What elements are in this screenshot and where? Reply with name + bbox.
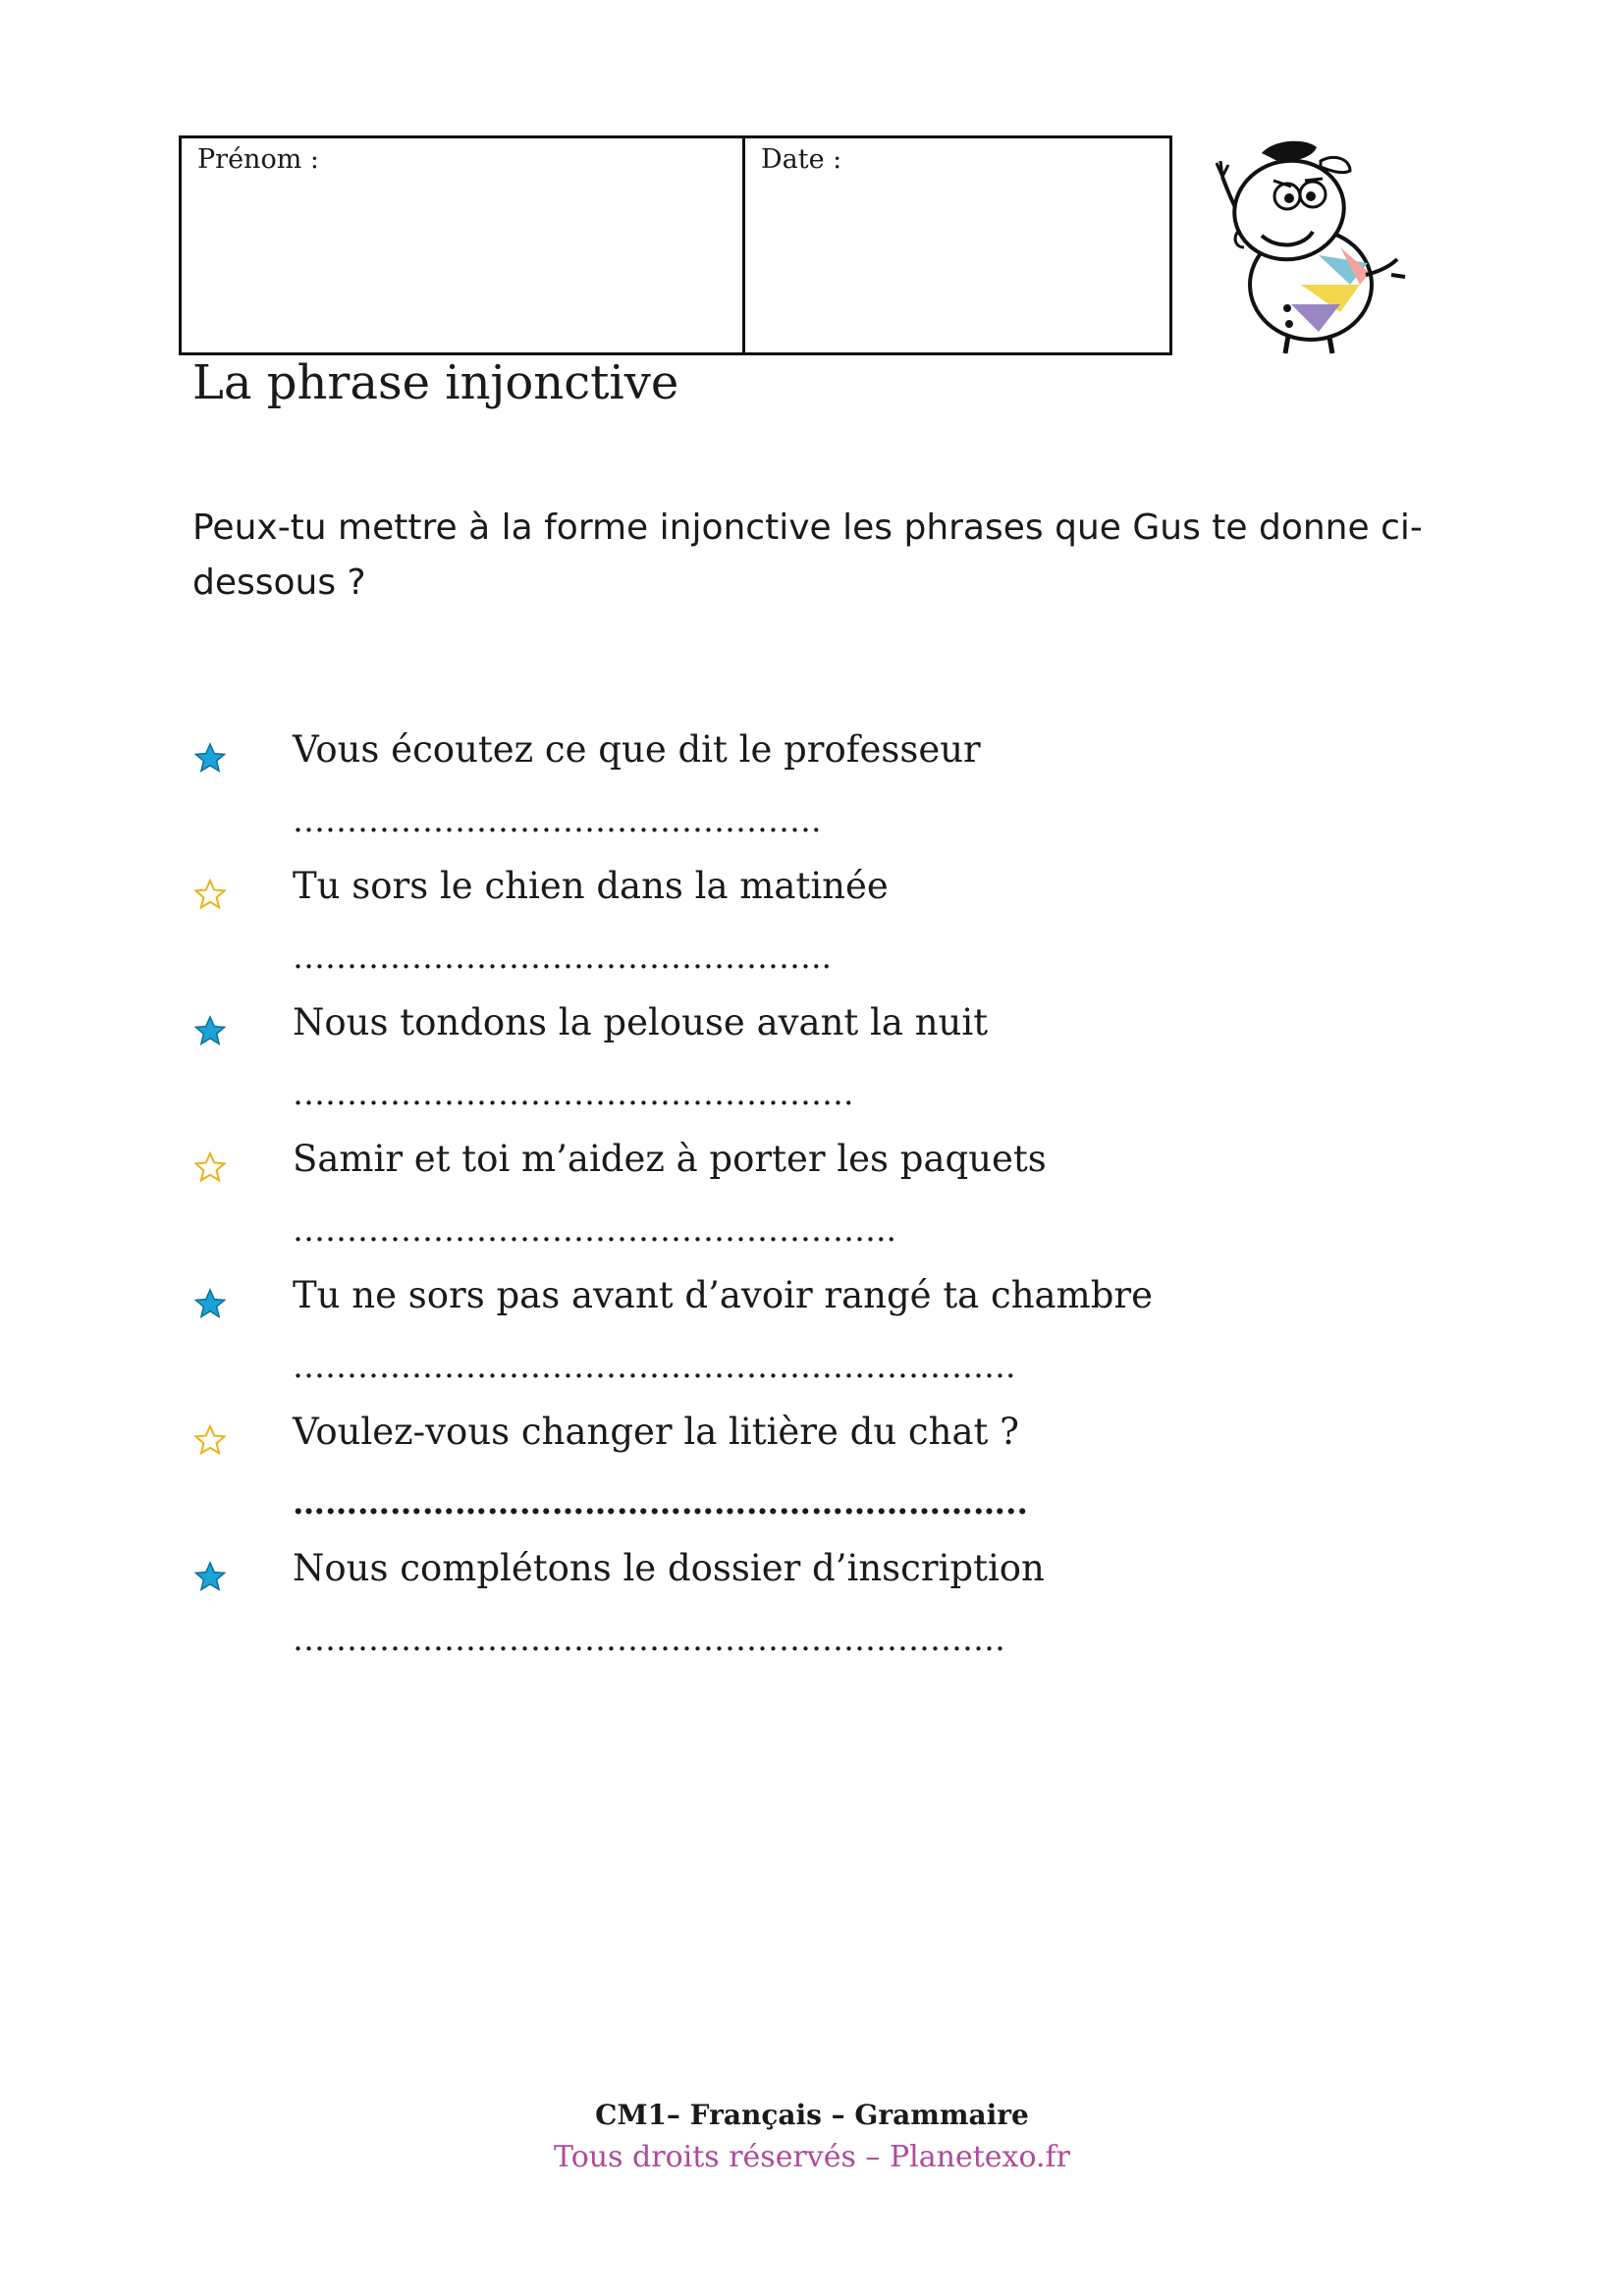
exercise-item — [187, 1001, 1463, 1146]
exercise-list — [187, 728, 1463, 1691]
yellow-star-icon — [194, 1424, 226, 1456]
answer-line[interactable]: ………………………………………….. — [293, 937, 832, 976]
sentence-text: Nous tondons la pelouse avant la nuit — [293, 1001, 989, 1043]
date-label: Date : — [761, 144, 842, 175]
answer-line[interactable]: ………………………………………………………….. — [293, 1483, 1028, 1522]
footer-copyright: Tous droits réservés – Planetexo.fr — [554, 2140, 1070, 2174]
name-date-box — [179, 135, 1172, 355]
page-title: La phrase injonctive — [192, 355, 679, 410]
sentence-text: Nous complétons le dossier d’inscription — [293, 1547, 1045, 1589]
blue-star-icon — [194, 1561, 226, 1592]
sentence-text: Samir et toi m’aidez à porter les paquets — [293, 1138, 1047, 1180]
sentence-text: Voulez-vous changer la litière du chat ? — [293, 1411, 1019, 1453]
answer-line[interactable]: ……………………………………………. — [293, 1074, 854, 1112]
footer-subject: CM1– Français – Grammaire — [595, 2099, 1029, 2131]
exercise-item — [187, 865, 1463, 1009]
exercise-item — [187, 1138, 1463, 1282]
gus-mascot-illustration — [1203, 137, 1419, 359]
yellow-star-icon — [194, 1151, 226, 1183]
answer-line[interactable]: ………………………………………………………… — [293, 1620, 1005, 1658]
sentence-text: Tu sors le chien dans la matinée — [293, 865, 889, 907]
exercise-item — [187, 1411, 1463, 1555]
blue-star-icon — [194, 1288, 226, 1319]
yellow-star-icon — [194, 879, 226, 910]
exercise-item — [187, 1274, 1463, 1418]
sentence-text: Tu ne sors pas avant d’avoir rangé ta chambre — [293, 1274, 1153, 1316]
blue-star-icon — [194, 1015, 226, 1046]
date-field[interactable] — [745, 138, 1169, 352]
answer-line[interactable]: …………………………………………………………. — [293, 1347, 1016, 1385]
exercise-item — [187, 728, 1463, 873]
name-field[interactable] — [182, 138, 745, 352]
exercise-item — [187, 1547, 1463, 1691]
name-label: Prénom : — [197, 144, 319, 175]
blue-star-icon — [194, 742, 226, 774]
sentence-text: Vous écoutez ce que dit le professeur — [293, 728, 981, 771]
answer-line[interactable]: …………………………………………. — [293, 801, 822, 839]
answer-line[interactable]: ……………………………………………….. — [293, 1210, 896, 1249]
exercise-instruction: Peux-tu mettre à la forme injonctive les phrases que Gus te donne ci-dessous ? — [192, 507, 1423, 603]
